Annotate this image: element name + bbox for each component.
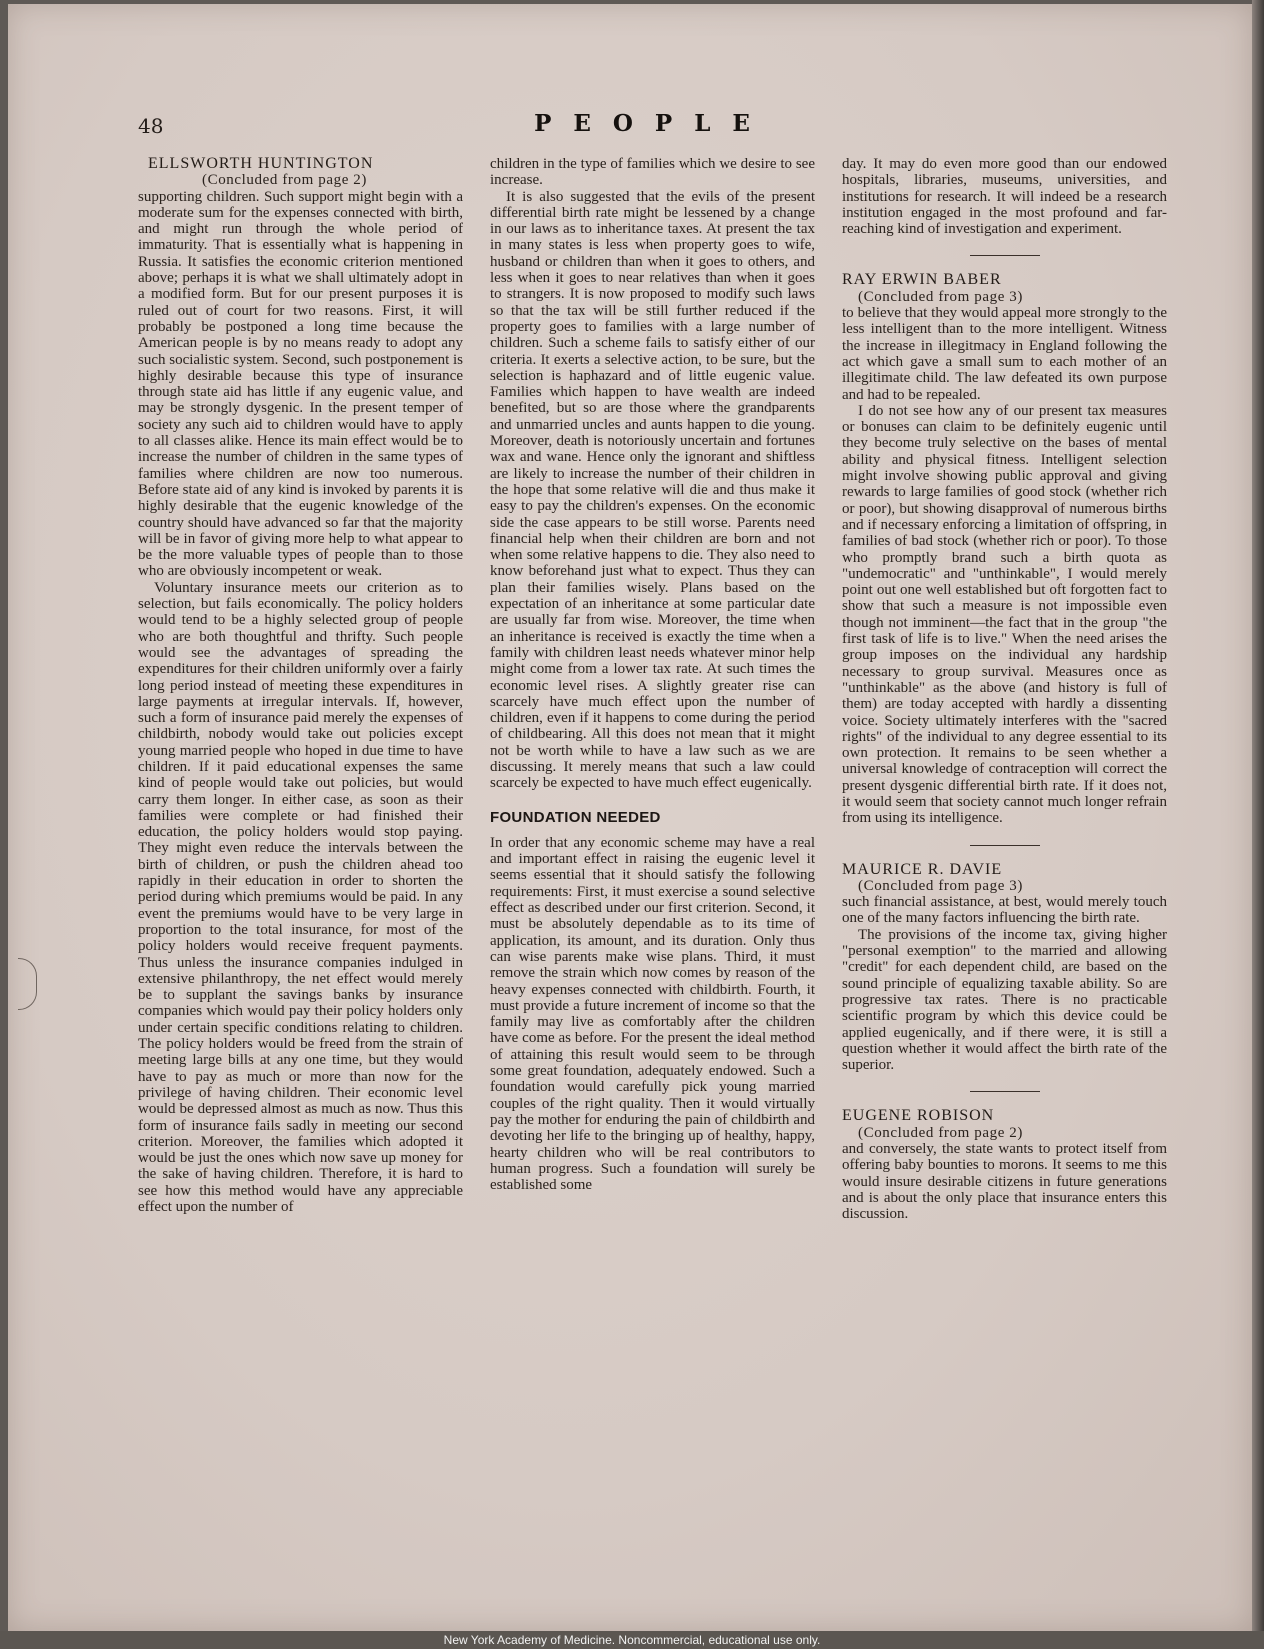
concluded-note: (Concluded from page 3) [858, 288, 1024, 305]
page-number: 48 [138, 114, 164, 138]
byline-robison: EUGENE ROBISON [842, 1107, 995, 1125]
concluded-note: (Concluded from page 2) [858, 1124, 1024, 1141]
column-3 [842, 156, 1167, 1223]
page-edge [1252, 0, 1264, 1649]
article-body [138, 189, 463, 1216]
paragraph: I do not see how any of our present tax measures or bonuses can claim to be definitely eugenic until they become truly selective on the bases of mental ability and physical fitness. Intelligent selection might involve showing public approval and giving rewards to large families of good stock (whether rich or poor), but showing disapproval of numerous births and if necessary enforcing a limitation of offspring, in families of bad stock (whether rich or poor). To those who promptly brand such a birth quota as "undemocratic" and "unthinkable", I would merely point out one well established but oft forgotten fact to show that such a measure is not impossible even though not imminent—the fact that in the group "the first task of life is to live." When the need arises the group imposes on the individual any hardship necessary to group survival. Measures once as "unthinkable" as the above (and history is full of them) are today accepted with hardly a dissenting voice. Society ultimately interferes with the "sacred rights" of the individual to any degree essential to its own protection. It remains to be seen whether a universal knowledge of contraception will correct the present dysgenic differential birth rate. If it does not, it would seem that society cannot much longer refrain from using its intelligence. [842, 402, 1167, 827]
column-1 [138, 156, 463, 1215]
concluded-note: (Concluded from page 3) [858, 877, 1024, 894]
byline-davie: MAURICE R. DAVIE [842, 860, 1003, 878]
paragraph: Voluntary insurance meets our criterion as to selection, but fails economically. The policy holders would tend to be a highly selected group of people who are both thoughtful and thrifty. Such people would see the advantages of spreading the expenditures for their children uniformly over a fairly long period instead of meeting these expenditures in large payments at irregular intervals. If, however, such a form of insurance paid merely the expenses of childbirth, nobody would take out policies except young married people who hoped in due time to have children. If it paid educational expenses the same kind of people would take out policies, but would carry them longer. In either case, as soon as their families were complete or had finished their education, the policy holders would stop paying. They might even reduce the intervals between the birth of children, or push the children ahead too rapidly in their education in order to shorten the period during which premiums would be paid. In any event the premiums would have to be very large in proportion to the total insurance, for most of the policy holders would receive frequent payments. Thus unless the insurance companies indulged in extensive philanthropy, the net effect would merely be to supplant the savings banks by insurance companies which would pay their policy holders only under certain specific conditions relating to children. The policy holders would be freed from the strain of meeting large bills at any one time, but they would have to pay as much or more than now for the privilege of having children. Their economic level would be depressed almost as much as now. Thus this form of insurance fails sadly in meeting our second criterion. Moreover, the families which adopted it would be just the ones which now save up money for the sake of having children. Therefore, it is hard to see how this method would have any appreciable effect upon the number of [138, 579, 463, 1215]
paragraph: such financial assistance, at best, would merely touch one of the many factors influencing the birth rate. [842, 894, 1167, 927]
section-body [490, 835, 815, 1194]
paragraph: to believe that they would appeal more strongly to the less intelligent than to the more intelligent. Witness the increase in illegitmacy in England following the act which gave a small sum to each mother of an illegitimate child. The law defeated its own purpose and had to be repealed. [842, 305, 1167, 403]
masthead-title: PEOPLE [534, 110, 772, 137]
byline-huntington: ELLSWORTH HUNTINGTON [148, 155, 374, 172]
article-body [842, 1141, 1167, 1222]
divider [970, 1091, 1040, 1092]
article-body [842, 305, 1167, 827]
paragraph: and conversely, the state wants to protect itself from offering baby bounties to morons. It seems to me this would insure desirable citizens in future generations and is about the only place that insurance enters this discussion. [842, 1141, 1167, 1223]
divider [970, 845, 1040, 846]
paragraph: supporting children. Such support might begin with a moderate sum for the expenses connected with birth, and might run through the whole period of immaturity. That is essentially what is happening in Russia. It satisfies the economic criterion mentioned above; perhaps it is what we shall ultimately adopt in a modified form. But for our present purposes it is ruled out of court for two reasons. First, it will probably be postponed a long time because the American people is by no means ready to adopt any such socialistic system. Second, such postponement is highly desirable because this type of insurance through state aid has little if any eugenic value, and may be strongly dysgenic. In the present temper of society any such aid to children would have to apply to all classes alike. Hence its main effect would be to increase the number of children in the same types of families where children are now too numerous. Before state aid of any kind is invoked by parents it is highly desirable that the eugenic knowledge of the country should have advanced so far that the majority will be in favor of giving more help to what appear to be the more valuable types of people than to those who are obviously incompetent or weak. [138, 188, 463, 580]
paragraph: In order that any economic scheme may have a real and important effect in raising the eugenic level it seems essential that it should satisfy the following requirements: First, it must exercise a sound selective effect as described under our first criterion. Second, it must be absolutely dependable as to its time of application, its amount, and its duration. Only thus can wise parents make wise plans. Third, it must remove the strain which now comes by reason of the heavy expenses connected with childbirth. Fourth, it must provide a future increment of income so that the family may live as comfortably after the children have come as before. For the present the ideal method of attaining this result would seem to be through some great foundation, adequately endowed. Such a foundation would carefully pick young married couples of the right quality. Then it would virtually pay the mother for enduring the pain of childbirth and devoting her life to the bringing up of healthy, happy, hearty children who will be real contributors to human progress. Such a foundation will surely be established some [490, 834, 815, 1194]
article-body [842, 894, 1167, 1073]
paragraph: The provisions of the income tax, giving higher "personal exemption" to the married and allowing "credit" for each dependent child, are based on the sound principle of equalizing taxable ability. So are progressive tax rates. There is no practicable scientific program by which this device could be applied eugenically, and if there were, it is still a question whether it would affect the birth rate of the superior. [842, 926, 1167, 1074]
byline-baber: RAY ERWIN BABER [842, 271, 1002, 289]
usage-credit: New York Academy of Medicine. Noncommercial, educational use only. [0, 1631, 1264, 1649]
section-heading: FOUNDATION NEEDED [490, 808, 661, 826]
paragraph: day. It may do even more good than our endowed hospitals, libraries, museums, universities, and institutions for research. It will indeed be a research institution engaged in the most profound and far-reaching kind of investigation and experiment. [842, 156, 1167, 238]
paragraph: children in the type of families which we desire to see increase. [490, 156, 815, 189]
concluded-note: (Concluded from page 2) [202, 172, 368, 189]
paragraph: It is also suggested that the evils of the present differential birth rate might be lessened by a change in our laws as to inheritance taxes. At present the tax in many states is less when property goes to wife, husband or children than when it goes to others, and less when it goes to near relatives than when it goes to strangers. It is now proposed to modify such laws so that the tax will be still further reduced if the property goes to families with a large number of children. Such a scheme fails to satisfy either of our criteria. It exerts a selective action, to be sure, but the selection is haphazard and of little eugenic value. Families which happen to have wealth are indeed benefited, but so are those where the grandparents and unmarried uncles and aunts happen to die young. Moreover, death is notoriously uncertain and fortunes wax and wane. Hence only the ignorant and shiftless are likely to increase the number of their children in the hope that some relative will die and thus make it easy to pay the children's expenses. On the economic side the case appears to be still worse. Parents need financial help when their children are born and not when some relative happens to die. They also need to know beforehand just what to expect. Thus they can plan their families wisely. Plans based on the expectation of an inheritance at some particular date are usually far from wise. Moreover, the time when an inheritance is received is exactly the time when a family with children least needs whatever minor help might come from a lower tax rate. At such times the economic level rises. A slightly greater rise can scarcely have much effect upon the number of children, even if it happens to come during the period of childbearing. All this does not mean that it might not be worth while to have a law such as we are discussing. It merely means that such a law could scarcely be expected to have much effect eugenically. [490, 188, 815, 792]
column-2 [490, 156, 815, 1193]
divider [970, 255, 1040, 256]
article-body [490, 156, 815, 792]
